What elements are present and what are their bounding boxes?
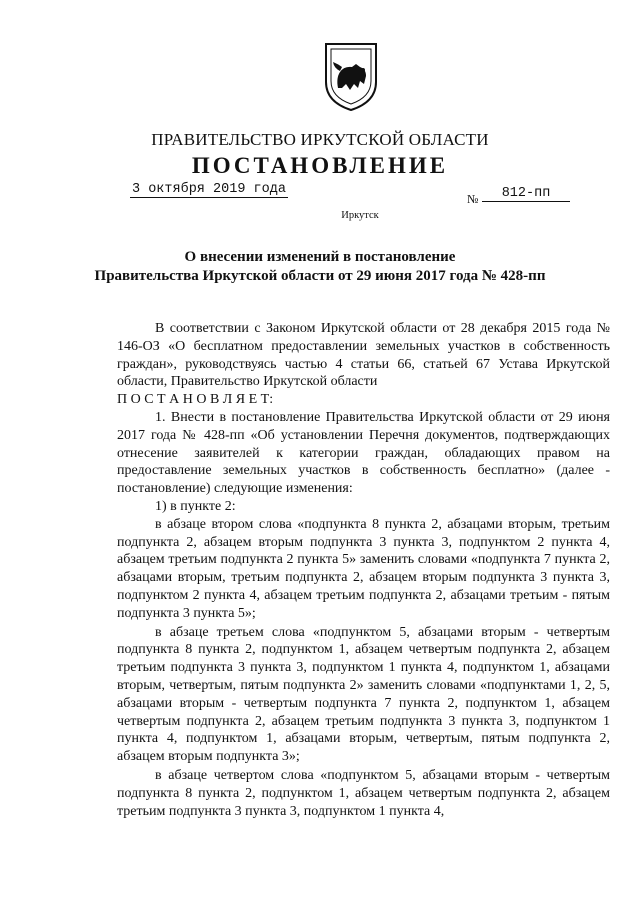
- document-body: [117, 320, 610, 820]
- title-line-1: О внесении изменений в постановление: [184, 249, 456, 265]
- document-number: 812-пп: [482, 186, 570, 202]
- document-date: [130, 182, 288, 198]
- item-1-paragraph: 1. Внести в постановление Правительства Иркутской области от 29 июня 2017 года № 428-пп «Об установлении Перечня документов, подтверждающих отнесение заявителей к категории граждан, обладающих правом на предоставление земельных участков в собственность бесплатно» (далее - постановление) следующие изменения:: [117, 409, 610, 497]
- government-name: ПРАВИТЕЛЬСТВО ИРКУТСКОЙ ОБЛАСТИ: [151, 130, 489, 149]
- number-sign: №: [467, 192, 479, 206]
- subitem-1-paragraph: 1) в пункте 2:: [155, 498, 236, 514]
- document-title: [0, 248, 640, 286]
- amendment-paragraph-1: в абзаце втором слова «подпункта 8 пункта 2, абзацами вторым, третьим подпункта 2, абзацем вторым подпункта 3 пункта 3, подпунктом 2 пункта 4, абзацем третьим подпункта 2 пункта 5» заменить словами «подпункта 7 пункта 2, абзацами вторым, третьим подпункта 2, абзацем вторым подпункта 3 пункта 3, подпунктом 2 пункта 4, абзацем третьим подпункта 2, абзацами третьим - пятым подпункта 3 пункта 5»;: [117, 516, 610, 621]
- resolves-heading: П О С Т А Н О В Л Я Е Т:: [117, 392, 274, 408]
- city-name: Иркутск: [341, 210, 379, 221]
- document-type: ПОСТАНОВЛЕНИЕ: [191, 153, 449, 178]
- coat-of-arms-emblem: [322, 40, 380, 112]
- title-line-2: Правительства Иркутской области от 29 июня 2017 года № 428-пп: [94, 268, 546, 284]
- preamble-paragraph: В соответствии с Законом Иркутской области от 28 декабря 2015 года № 146-ОЗ «О бесплатном предоставлении земельных участков в собственность граждан», руководствуясь частью 4 статьи 66, статьей 67 Устава Иркутской области, Правительство Иркутской области: [117, 321, 610, 390]
- date-value: 3 октября 2019 года: [132, 182, 286, 197]
- amendment-paragraph-3: в абзаце четвертом слова «подпунктом 5, абзацами вторым - четвертым подпункта 8 пункта 2, подпунктом 1, абзацем четвертым подпункта 2, абзацем третьим подпункта 3 пункта 3, подпунктом 1 пункта 4,: [117, 767, 610, 819]
- amendment-paragraph-2: в абзаце третьем слова «подпунктом 5, абзацами вторым - четвертым подпункта 8 пункта 2, подпунктом 1, абзацем четвертым подпункта 2, абзацем третьим подпункта 3 пункта 3, подпунктом 1 пункта 4, подпунктом 1, абзацами вторым, четвертым, пятым подпункта 2» заменить словами «подпунктами 1, 2, 5, абзацами вторым - четвертым подпункта 7 пункта 2, подпунктом 1, абзацем четвертым подпункта 2, абзацем третьим подпункта 3 пункта 3, подпунктом 1 пункта 4, подпунктом 1, абзацами вторым, четвертым, пятым подпункта 2, абзацем вторым подпункта 3»;: [117, 624, 610, 765]
